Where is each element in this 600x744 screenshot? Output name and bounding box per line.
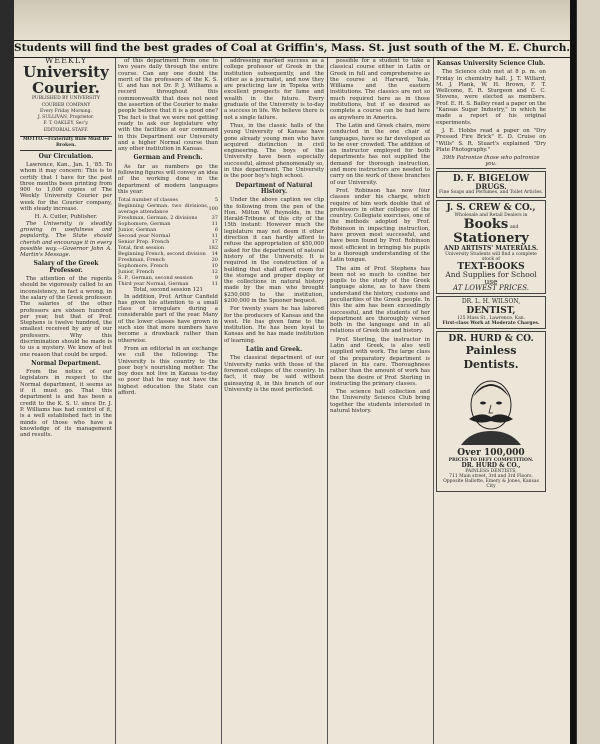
ad-wilson (436, 296, 546, 328)
paragraph: The aim of Prof. Stephens has been not so much to confine her pupils to the study of the Greek language alone, as to have them understand the history, customs and peculiarities of the Greek people. In this the aim has been exceedingly successful, and the students of her department are thoroughly versed both in the language and in all relations of Greek life and history. (330, 265, 430, 335)
heading-science-club: Kansas University Science Club. (436, 60, 546, 67)
table-cell-label: Beginning French, second division (118, 251, 206, 258)
masthead-staff-right: F. T. OAKLEY, Sec'y. (43, 121, 89, 127)
masthead (20, 58, 112, 151)
masthead-editorial: EDITORIAL STAFF. (43, 127, 89, 133)
ad-wilson-dentist: DENTIST, (466, 305, 516, 316)
ad-crew-artists: AND ARTISTS' MATERIALS. (443, 245, 539, 253)
ad-supplies: And Supplies for School use (445, 270, 537, 286)
signature: H. A. Cutler, Publisher. (34, 214, 98, 221)
masthead-motto: MOTTO.—Fraternity Rule Must Be Broken. (20, 136, 112, 151)
heading-normal: Normal Department. (31, 359, 101, 367)
paragraph: The classical department of our University ranks with those of the foremost colleges of the country. In fact, it may be said without gainsaying it, in this branch of our University is the most perfected. (224, 355, 324, 393)
ad-lowest: AT LOWEST PRICES. (453, 283, 529, 292)
ad-hurd (436, 331, 546, 492)
ad-wilson-addr: 125 Mass St., Lawrence, Kan. (456, 315, 526, 321)
masthead-title: University Courier. (23, 63, 109, 98)
paragraph: From the notice of our legislators in respect to the Normal department, it seems as if it must go. That this department is and has been a credit to the K. S. U. since Dr. J. P. Williams has had control of it, is a well established fact in the minds of those who have a knowledge of its management and results. (20, 369, 112, 439)
quote: The University is steadily growing in usefulness and popularity. The State should cherish and encourage it in every possible way.—Governor John A. Martin's Message. (20, 220, 112, 259)
paragraph: J. E. Hobbs read a paper on "Dry Pressed Fire Brick" E. D. Cruise on "Wills" S. R. Stuart's explained "Dry Plate Photography." (436, 127, 546, 153)
paragraph: addressing marked success as a college professor of Greek in the institution subsequently, and the other as a journalist, and now they are practicing law in Topeka with excellent prospects for fame and wealth in the future. Every graduate of the University is to-day a success in life. We believe there is not a single failure. (224, 58, 324, 121)
table-cell-value: 11 (211, 281, 218, 288)
ad-crew-stationery: Stationery (453, 231, 529, 247)
paragraph: The Science club met at 8 p. m. on Friday in chemistry hall. J. T. Willard, M. J. Plank, W. H. Brown, F. T. Wellcome, E. R. Sturgeon and C. C. Stevens, were elected as members. Prof. E. H. S. Bailey read a paper on the "Kansas Sugar Industry," in which he made a report of his original experiments. (436, 69, 546, 126)
ad-hurd-addr: 711 Main street, 3rd and 3rd Floors, Opposite Ballotte, Emery & Jones, Kansas City (443, 473, 539, 489)
ad-bigelow-small: Fine Soaps and Perfumes, and Toilet Articles. (439, 190, 543, 196)
column-rule (327, 58, 328, 744)
ad-hurd-firm: DR. HURD & CO., (461, 461, 521, 469)
ad-crew-line: Wholesale and Retail Dealers in (454, 213, 528, 219)
ad-hurd-prices: PRICES TO DEFY COMPETITION. (448, 457, 534, 463)
table-cell-value: 11 (211, 233, 218, 240)
ad-crew-name: J. S. CREW & CO., (446, 203, 536, 214)
column-5 (436, 58, 546, 744)
table-cell-label: Junior, German (118, 227, 157, 234)
paragraph: Prof. Robinson has now four classes under his charge, which require of him work double that of professors in other colleges of the country. Collegiate exercises, one of the methods adopted by Prof. Robinson in impacting instruction, have proven most successful, and have been found by Prof. Robinson most efficient in bringing his pupils to a thorough understanding of the Latin tongue. (330, 187, 430, 264)
column-1 (20, 58, 112, 744)
binding-gutter (0, 0, 14, 744)
top-banner-ad: Students will find the best grades of Coal at Griffin's, Mass. St. just south of the M. E. Church. (14, 40, 570, 58)
ad-hurd-firm2: PAINLESS DENTISTS, (465, 468, 517, 474)
table-cell-label: Junior, French (118, 269, 155, 276)
paragraph: From an editorial in an exchange we cull the following: The University is this country to the poor boy's nourishing mother. The boy does not live in Kansas to-day so poor that he may not have the highest education the State can afford. (118, 345, 218, 396)
ad-wilson-small: First-class Work at Moderate Charges. (442, 320, 540, 326)
table-cell-value: 14 (211, 251, 218, 258)
patronize-note: 39th Patronize those who patronize you. (436, 155, 546, 169)
table-cell-value: 6 (214, 227, 218, 234)
ad-hurd-painless: Painless Dentists. (463, 343, 519, 371)
portrait-engraving (451, 375, 531, 445)
table-total: Total, second session 121 (133, 287, 203, 294)
top-margin (14, 0, 570, 40)
masthead-every: Every Friday Morning. (40, 108, 92, 114)
column-rule (433, 58, 434, 744)
table-cell-value: 20 (211, 257, 218, 264)
table-cell-label: Senior Prep. French (118, 239, 170, 246)
table-cell-value: 10 (211, 263, 218, 270)
ad-crew (436, 200, 546, 294)
next-page-edge (576, 0, 600, 744)
table-cell-value: 17 (211, 239, 218, 246)
column-rule (115, 58, 116, 744)
paragraph: Prof. Sterling, the instructor in Latin and Greek, is also well supplied with work. The large class of the preparatory department is placed in his care. Thoroughness rather than the amount of work has been the desire of Prof. Sterling in instructing the primary classes. (330, 336, 430, 387)
masthead-staff-left: J. SULLIVAN, Proprietor. (37, 115, 95, 121)
paragraph: In addition, Prof. Arthur Canfield has given his attention to a small class of irregulars during a considerable part of the year. Many of the lower classes have grown in such size that more numbers have become a drawback rather than otherwise. (118, 293, 218, 344)
column-2 (118, 58, 218, 744)
heading-german-french: German and French. (133, 154, 203, 162)
table-cell-label: Sophomore, French (118, 263, 169, 270)
ad-crew-and: and (509, 225, 519, 231)
ad-bigelow (436, 171, 546, 198)
table-row (118, 203, 218, 215)
paragraph: Under the above caption we clip the following from the pen of the Hon. Milton W. Reynolds, in the Herald-Tribune of this city of the 15th instant: However much the legislature may not deem it other direction it can hardly afford to refuse the appropriation of $50,000 asked for the department of natural history of the University. It is required in the construction of a building that shall afford room for the storage and proper display of the collections in natural history made by the man who brought $250,000 to the institution, $200,000 in the Spooner bequest. (224, 197, 324, 304)
table-cell-label: Third year Normal, German (118, 281, 189, 288)
heading-natural-history: Department of Natural History. (235, 181, 313, 195)
column-4 (330, 58, 430, 744)
paragraph: As far as numbers go the following figures will convey an idea of the working done in the department of modern languages this year: (118, 163, 218, 195)
dentist-portrait-image (451, 375, 531, 445)
ad-wilson-name: DR. L. H. WILSON, (461, 298, 521, 306)
ad-hurd-title: DR. HURD & CO. (448, 333, 534, 344)
table-cell-label: Second year Normal (118, 233, 171, 240)
table-cell-label: Total number of classes (118, 197, 178, 204)
enrollment-table (118, 197, 218, 287)
heading-circulation: Our Circulation. (38, 152, 94, 160)
ad-crew-small: University Students will find a complete stock of (445, 252, 537, 263)
table-cell-value: 5 (214, 197, 218, 204)
paragraph: Thus, in the classic halls of the young University of Kansas have gone already young men who have acquired distinction in civil engineering. The boys of the University have been especially successful, almost phenomenally so, in this department. The University is the poor boy's high school. (224, 122, 324, 180)
paragraph: For twenty years he has labored for the producers of Kansas and the west. He has given fame to the institution. He has been loyal to Kansas and he has made institution of learning. (224, 306, 324, 344)
ad-textbooks: TEXT-BOOKS (457, 262, 525, 273)
paragraph: Lawrence, Kan., Jan. 1, '85. To whom it may concern: This is to certify that I have for the past three months been printing from 900 to 1,000 copies of The Weekly University Courier per week for the Courier company, with steady increase. (20, 161, 112, 213)
column-3 (224, 58, 324, 744)
table-cell-label: Sophomore, German (118, 221, 171, 228)
paragraph: The science hall collection and the University Science Club bring together the students interested in natural history. (330, 389, 430, 415)
ad-crew-books: Books (463, 217, 509, 233)
heading-latin-greek: Latin and Greek. (245, 346, 303, 354)
table-cell-value: 11 (211, 221, 218, 228)
masthead-weekly: WEEKLY (45, 58, 87, 65)
table-cell-label: Freshman, German, 2 divisions (118, 215, 198, 222)
ad-bigelow-drugs: DRUGS. (475, 181, 507, 191)
table-cell-value: 12 (211, 269, 218, 276)
ad-bigelow-name: D. F. BIGELOW (452, 173, 530, 184)
table-cell-value: 100 (208, 206, 218, 213)
paragraph: The Latin and Greek chairs, more conducted in the one chair of languages, have so far developed as to be over crowded. The addition of an instructor employed for both departments has not supplied the demand for thorough instruction, and more instructors are needed to carry on the work of these branches of our University. (330, 122, 430, 186)
table-cell-label: Total, first session (118, 245, 165, 252)
table-cell-label: Beginning German, two divisions, average attendance (118, 203, 209, 216)
masthead-publisher: PUBLISHED BY UNIVERSITY COURIER COMPANY (31, 96, 101, 108)
paragraph: of this department from one to two years daily through the entire course. Can any one doubt the merit of the professors of the K. S. U. and has not Dr. P. J. Williams a record throughout this commonwealth that does not need the assertion of the Courier to make people believe that it is a good one? The fact is that we were not getting ready to ask our legislature why with the facilities at our command in this Department our University and a higher Normal course than any other institution in Kansas. (118, 58, 218, 153)
table-cell-value: 37 (211, 215, 218, 222)
table-cell-value: 9 (214, 275, 218, 282)
ad-hurd-over: Over 100,000 (457, 447, 525, 458)
paragraph: The attention of the regents should be vigorously called to an inconsistency, in fact a wrong, in the salary of the Greek professor. The salaries of the other professors are sixteen hundred per year, but that of Prof. Stephens is twelve hundred, the smallest received by any of our professors. Why this discrimination should be made is to us a mystery. We know of but one reason that could be urged. (20, 276, 112, 358)
paragraph: possible for a student to take a classical course either in Latin or Greek in full and comprehensive as the course at Harvard, Yale, Williams and the eastern institutions. The classics are not so much required here as in those institutions, but if so desired as complete a course can be had here as anywhere in America. (330, 58, 430, 121)
heading-salary: Salary of the Greek Professor. (33, 260, 99, 274)
table-cell-value: 182 (208, 245, 218, 252)
table-cell-label: S. P., German, second session (118, 275, 193, 282)
table-cell-label: Freshman, French (118, 257, 165, 264)
column-rule (221, 58, 222, 744)
